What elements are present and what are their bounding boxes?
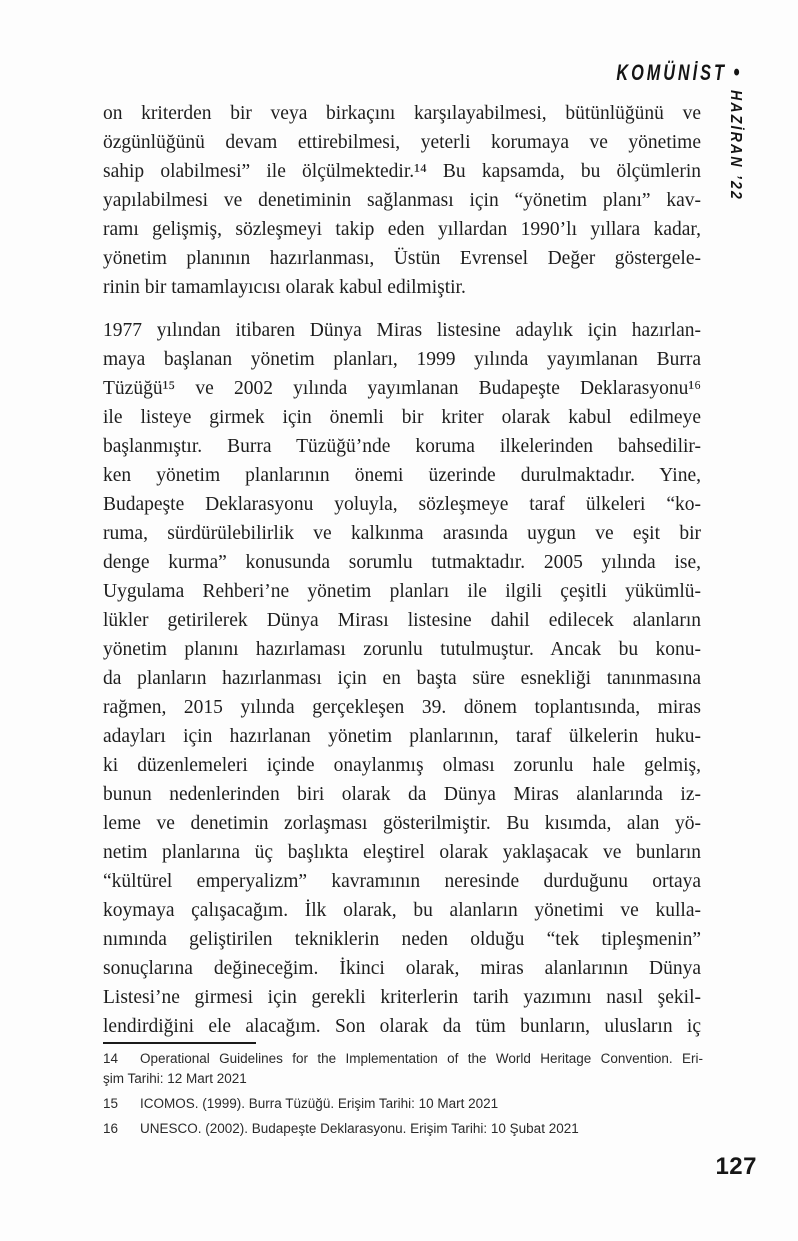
footnote-text: ICOMOS. (1999). Burra Tüzüğü. Erişim Tarihi: 10 Mart 2021 <box>140 1096 499 1111</box>
text-line: rağmen, 2015 yılında gerçekleşen 39. dönem toplantısında, miras <box>103 697 701 718</box>
footnote-text: UNESCO. (2002). Budapeşte Deklarasyonu. Erişim Tarihi: 10 Şubat 2021 <box>140 1121 579 1136</box>
text-line: ile listeye girmek için önemli bir kriter olarak kabul edilmeye <box>103 407 701 428</box>
text-line: ramı gelişmiş, sözleşmeyi takip eden yıllardan 1990’lı yıllara kadar, <box>103 219 701 240</box>
text-line: lendirdiğini ele alacağım. Son olarak da tüm bunların, ulusların iç <box>103 1016 701 1037</box>
footnote-number: 16 <box>103 1121 119 1136</box>
text-line: yönetim planını hazırlaması zorunlu tutulmuştur. Ancak bu konu- <box>103 639 701 660</box>
text-line: nımında geliştirilen tekniklerin neden olduğu “tek tipleşmenin” <box>103 929 701 950</box>
text-line: da planların hazırlanması için en başta süre esnekliği tanınmasına <box>103 668 701 689</box>
text-line: maya başlanan yönetim planları, 1999 yılında yayımlanan Burra <box>103 349 701 370</box>
page-number: 127 <box>715 1153 757 1180</box>
text-line: on kriterden bir veya birkaçını karşılayabilmesi, bütünlüğünü ve <box>103 103 701 124</box>
footnote-16 <box>103 1119 703 1139</box>
text-line: sonuçlarına değineceğim. İkinci olarak, miras alanlarının Dünya <box>103 958 701 979</box>
footnote-text: Operational Guidelines for the Implementation of the World Heritage Convention. Eri- <box>140 1051 703 1066</box>
text-line: rinin bir tamamlayıcısı olarak kabul edilmiştir. <box>103 277 466 298</box>
footnote-line <box>103 1094 703 1114</box>
text-line: sahip olabilmesi” ile ölçülmektedir.¹⁴ Bu kapsamda, bu ölçümlerin <box>103 161 701 182</box>
text-line: “kültürel emperyalizm” kavramının neresinde durduğunu ortaya <box>103 871 701 892</box>
footnote-15 <box>103 1094 703 1114</box>
footnote-number: 15 <box>103 1096 119 1111</box>
footnote-line <box>103 1049 703 1069</box>
footnote-number: 14 <box>103 1051 119 1066</box>
text-line: yönetim planının hazırlanması, Üstün Evrensel Değer göstergele- <box>103 248 701 269</box>
text-line: ki düzenlemeleri içinde onaylanmış olması zorunlu hale gelmiş, <box>103 755 701 776</box>
text-line: denge kurma” konusunda sorumlu tutmaktadır. 2005 yılında ise, <box>103 552 701 573</box>
text-line: Uygulama Rehberi’ne yönetim planları ile ilgili çeşitli yükümlü- <box>103 581 701 602</box>
text-line: adayları için hazırlanan yönetim planlarının, taraf ülkelerin huku- <box>103 726 701 747</box>
issue-label-vertical: HAZİRAN ’22 <box>727 90 744 202</box>
text-line: lükler getirilerek Dünya Mirası listesine dahil edilecek alanların <box>103 610 701 631</box>
text-line: Budapeşte Deklarasyonu yoluyla, sözleşmeye taraf ülkeleri “ko- <box>103 494 701 515</box>
text-line: ken yönetim planlarının önemi üzerinde durulmaktadır. Yine, <box>103 465 701 486</box>
text-line: bunun nedenlerinden biri olarak da Dünya Miras alanlarında iz- <box>103 784 701 805</box>
footnote-line <box>103 1119 703 1139</box>
footnotes-section <box>103 1049 703 1144</box>
footnote-separator <box>103 1042 256 1044</box>
text-line: başlanmıştır. Burra Tüzüğü’nde koruma ilkelerinden bahsedilir- <box>103 436 701 457</box>
magazine-title: KOMÜNİST <box>616 60 728 85</box>
text-line: yapılabilmesi ve denetiminin sağlanması için “yönetim planı” kav- <box>103 190 701 211</box>
masthead <box>617 60 740 86</box>
text-line: Tüzüğü¹⁵ ve 2002 yılında yayımlanan Budapeşte Deklarasyonu¹⁶ <box>103 378 701 399</box>
article-body <box>103 99 701 1041</box>
footnote-line: şim Tarihi: 12 Mart 2021 <box>103 1071 247 1086</box>
text-line: özgünlüğünü devam ettirebilmesi, yeterli korumaya ve yönetime <box>103 132 701 153</box>
paragraph-2 <box>103 316 701 1041</box>
text-line: leme ve denetimin zorlaşması gösterilmiştir. Bu kısımda, alan yö- <box>103 813 701 834</box>
footnote-14 <box>103 1049 703 1089</box>
text-line: koymaya çalışacağım. İlk olarak, bu alanların yönetimi ve kulla- <box>103 900 701 921</box>
text-line: 1977 yılından itibaren Dünya Miras listesine adaylık için hazırlan- <box>103 320 701 341</box>
text-line: ruma, sürdürülebilirlik ve kalkınma arasında uygun ve eşit bir <box>103 523 701 544</box>
bullet-icon: • <box>733 59 740 86</box>
text-line: netim planlarına üç başlıkta eleştirel olarak yaklaşacak ve bunların <box>103 842 701 863</box>
text-line: Listesi’ne girmesi için gerekli kriterlerin tarih yazımını nasıl şekil- <box>103 987 701 1008</box>
paragraph-1 <box>103 99 701 302</box>
